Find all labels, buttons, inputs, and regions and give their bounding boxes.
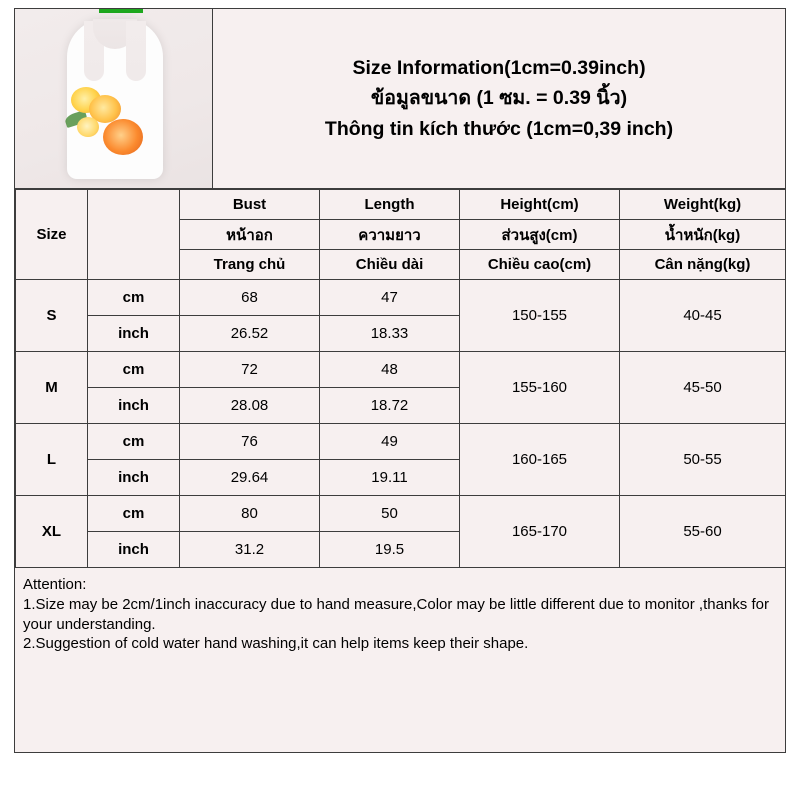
col-header-height-en: Height(cm) [460,190,620,220]
m-bust-cm: 72 [180,352,320,388]
col-header-bust-vi: Trang chủ [180,250,320,280]
unit-inch: inch [88,532,180,568]
flower-icon [77,117,99,137]
s-bust-inch: 26.52 [180,316,320,352]
title-block [213,9,785,188]
s-length-inch: 18.33 [320,316,460,352]
unit-header-cell [88,190,180,280]
attention-heading: Attention: [23,576,87,593]
xl-weight: 55-60 [620,496,786,568]
row-size-l: L [16,424,88,496]
xl-height: 165-170 [460,496,620,568]
col-header-bust-en: Bust [180,190,320,220]
row-size-xl: XL [16,496,88,568]
unit-cm: cm [88,424,180,460]
l-length-cm: 49 [320,424,460,460]
attention-line-2: 2.Suggestion of cold water hand washing,it can help items keep their shape. [23,635,529,653]
s-length-cm: 47 [320,280,460,316]
table-header-row-en [16,190,786,220]
flower-icon [103,119,143,155]
l-bust-cm: 76 [180,424,320,460]
s-height: 150-155 [460,280,620,352]
table-row [16,352,786,388]
s-bust-cm: 68 [180,280,320,316]
m-height: 155-160 [460,352,620,424]
unit-cm: cm [88,280,180,316]
size-header-cell: Size [16,190,88,280]
product-image [15,9,213,188]
table-row [16,424,786,460]
xl-length-inch: 19.5 [320,532,460,568]
row-size-m: M [16,352,88,424]
col-header-length-th: ความยาว [320,220,460,250]
unit-cm: cm [88,352,180,388]
m-length-cm: 48 [320,352,460,388]
col-header-weight-vi: Cân nặng(kg) [620,250,786,280]
attention-block [15,568,785,660]
col-header-height-th: ส่วนสูง(cm) [460,220,620,250]
xl-bust-cm: 80 [180,496,320,532]
col-header-weight-th: น้ำหนัก(kg) [620,220,786,250]
xl-bust-inch: 31.2 [180,532,320,568]
row-size-s: S [16,280,88,352]
m-bust-inch: 28.08 [180,388,320,424]
table-row [16,280,786,316]
col-header-weight-en: Weight(kg) [620,190,786,220]
unit-inch: inch [88,460,180,496]
size-table [15,189,786,568]
l-weight: 50-55 [620,424,786,496]
l-length-inch: 19.11 [320,460,460,496]
attention-line-1: 1.Size may be 2cm/1inch inaccuracy due to hand measure,Color may be little different due to monitor ,thanks for your understanding. [23,595,769,633]
col-header-length-vi: Chiều dài [320,250,460,280]
col-header-length-en: Length [320,190,460,220]
size-chart-sheet [14,8,786,753]
col-header-height-vi: Chiều cao(cm) [460,250,620,280]
unit-inch: inch [88,388,180,424]
s-weight: 40-45 [620,280,786,352]
l-height: 160-165 [460,424,620,496]
title-line-vi: Thông tin kích thước (1cm=0,39 inch) [324,117,674,140]
xl-length-cm: 50 [320,496,460,532]
unit-cm: cm [88,496,180,532]
l-bust-inch: 29.64 [180,460,320,496]
green-marker [99,9,143,13]
m-length-inch: 18.72 [320,388,460,424]
col-header-bust-th: หน้าอก [180,220,320,250]
m-weight: 45-50 [620,352,786,424]
neckline [93,19,137,49]
header-area [15,9,785,189]
title-line-th: ข้อมูลขนาด (1 ซม. = 0.39 นิ้ว) [370,87,628,110]
table-row [16,496,786,532]
unit-inch: inch [88,316,180,352]
title-line-en: Size Information(1cm=0.39inch) [352,57,646,80]
